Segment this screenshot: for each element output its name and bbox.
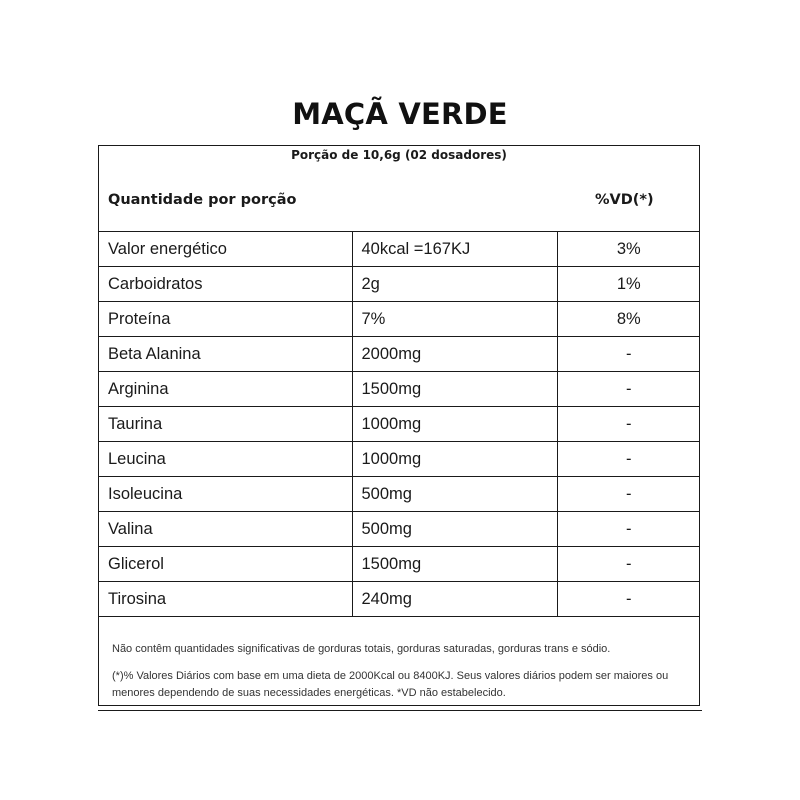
- nutrient-amount: 1000mg: [352, 407, 557, 442]
- nutrient-vd: 8%: [557, 302, 700, 337]
- nutrient-vd: -: [557, 547, 700, 582]
- nutrient-name: Taurina: [98, 407, 352, 442]
- nutrient-name: Glicerol: [98, 547, 352, 582]
- table-row: [98, 512, 700, 547]
- bottom-divider: [98, 710, 702, 711]
- nutrient-vd: -: [557, 477, 700, 512]
- nutrition-table-body: [98, 232, 700, 617]
- nutrient-amount: 7%: [352, 302, 557, 337]
- nutrient-amount: 500mg: [352, 512, 557, 547]
- nutrient-amount: 240mg: [352, 582, 557, 617]
- table-row: [98, 477, 700, 512]
- table-row: [98, 442, 700, 477]
- nutrient-vd: -: [557, 582, 700, 617]
- footnote-not-significant: Não contêm quantidades significativas de gorduras totais, gorduras saturadas, gorduras trans e sódio.: [112, 643, 611, 655]
- nutrient-vd: -: [557, 407, 700, 442]
- product-title: MAÇÃ VERDE: [292, 97, 508, 131]
- footnote-daily-values: (*)% Valores Diários com base em uma dieta de 2000Kcal ou 8400KJ. Seus valores diários podem ser maiores ou menores dependendo de suas necessidades energéticas. *VD não estabelecido.: [112, 670, 669, 699]
- table-row: [98, 547, 700, 582]
- nutrient-name: Carboidratos: [98, 267, 352, 302]
- table-row: [98, 582, 700, 617]
- nutrient-name: Arginina: [98, 372, 352, 407]
- serving-size: Porção de 10,6g (02 dosadores): [291, 148, 507, 162]
- quantity-per-serving-header: Quantidade por porção: [108, 192, 297, 208]
- nutrient-name: Valina: [98, 512, 352, 547]
- nutrient-amount: 1500mg: [352, 372, 557, 407]
- nutrition-facts-panel: [98, 145, 700, 706]
- nutrient-name: Proteína: [98, 302, 352, 337]
- nutrient-name: Beta Alanina: [98, 337, 352, 372]
- daily-value-header: %VD(*): [595, 192, 654, 208]
- nutrient-amount: 2g: [352, 267, 557, 302]
- nutrient-amount: 40kcal =167KJ: [352, 232, 557, 267]
- nutrient-name: Leucina: [98, 442, 352, 477]
- table-row: [98, 407, 700, 442]
- nutrient-amount: 1500mg: [352, 547, 557, 582]
- nutrient-amount: 2000mg: [352, 337, 557, 372]
- table-row: [98, 337, 700, 372]
- nutrient-amount: 1000mg: [352, 442, 557, 477]
- nutrient-vd: 3%: [557, 232, 700, 267]
- table-row: [98, 232, 700, 267]
- nutrition-table: [98, 231, 700, 617]
- nutrient-name: Tirosina: [98, 582, 352, 617]
- table-row: [98, 372, 700, 407]
- nutrient-vd: -: [557, 442, 700, 477]
- nutrient-vd: -: [557, 337, 700, 372]
- nutrient-amount: 500mg: [352, 477, 557, 512]
- nutrient-vd: -: [557, 372, 700, 407]
- table-row: [98, 302, 700, 337]
- nutrient-name: Isoleucina: [98, 477, 352, 512]
- nutrient-vd: 1%: [557, 267, 700, 302]
- nutrient-vd: -: [557, 512, 700, 547]
- table-row: [98, 267, 700, 302]
- nutrient-name: Valor energético: [98, 232, 352, 267]
